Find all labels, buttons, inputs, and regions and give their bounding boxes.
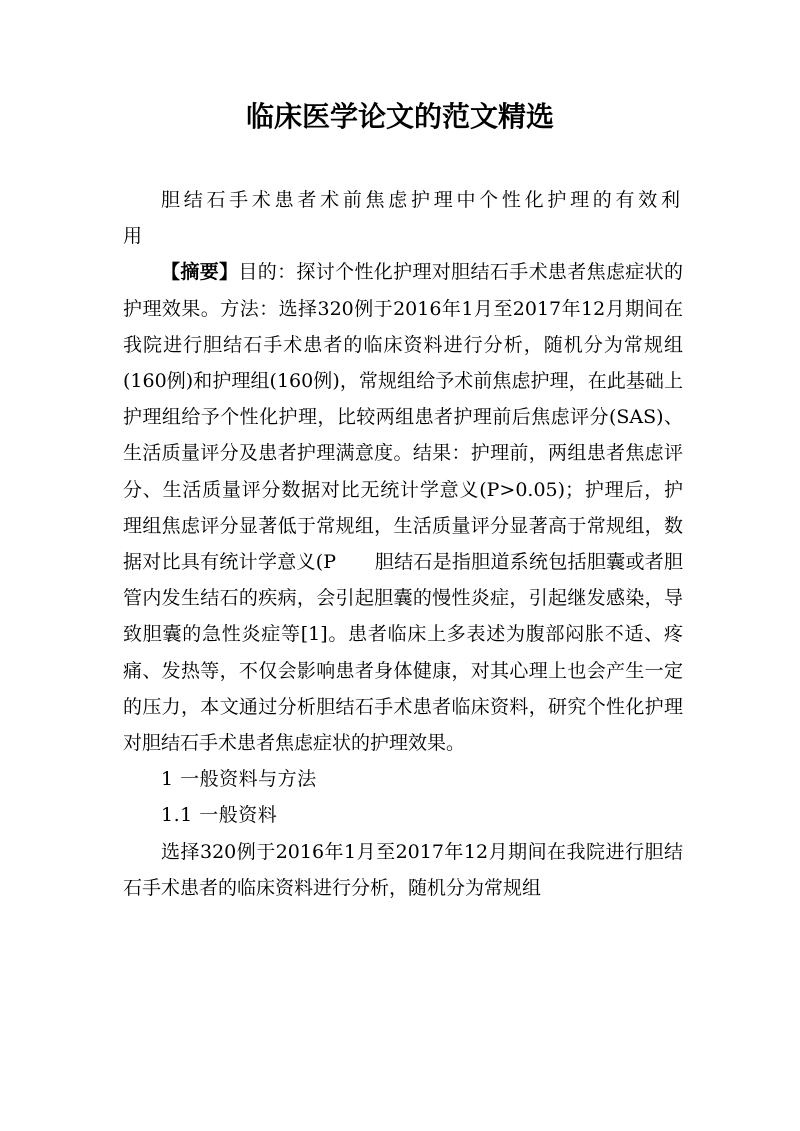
abstract-text: 目的：探讨个性化护理对胆结石手术患者焦虑症状的护理效果。方法：选择320例于2016年1月至2017年12月期间在我院进行胆结石手术患者的临床资料进行分析，随机分为常规组(160例)和护理组(160例)，常规组给予术前焦虑护理，在此基础上护理组给予个性化护理，比较两组患者护理前后焦虑评分(SAS)、生活质量评分及患者护理满意度。结果：护理前，两组患者焦虑评分、生活质量评分数据对比无统计学意义(P>0.05)；护理后，护理组焦虑评分显著低于常规组，生活质量评分显著高于常规组，数据对比具有统计学意义(P 胆结石是指胆道系统包括胆囊或者胆管内发生结石的疾病，会引起胆囊的慢性炎症，引起继发感染，导致胆囊的急性炎症等[1]。患者临床上多表述为腹部闷胀不适、疼痛、发热等，不仅会影响患者身体健康，对其心理上也会产生一定的压力，本文通过分析胆结石手术患者临床资料，研究个性化护理对胆结石手术患者焦虑症状的护理效果。: [123, 261, 683, 755]
article-subtitle: 胆结石手术患者术前焦虑护理中个性化护理的有效利用: [123, 189, 683, 248]
abstract-label: 【摘要】: [161, 261, 239, 284]
section-heading-1-1: 1.1 一般资料: [161, 804, 278, 827]
document-body: [123, 182, 683, 906]
abstract-paragraph: [123, 254, 683, 761]
section-1-1-paragraph: 选择320例于2016年1月至2017年12月期间在我院进行胆结石手术患者的临床资料进行分析，随机分为常规组: [123, 840, 683, 899]
section-heading-1: 1 一般资料与方法: [161, 768, 317, 791]
document-title: 临床医学论文的范文精选: [245, 100, 554, 133]
